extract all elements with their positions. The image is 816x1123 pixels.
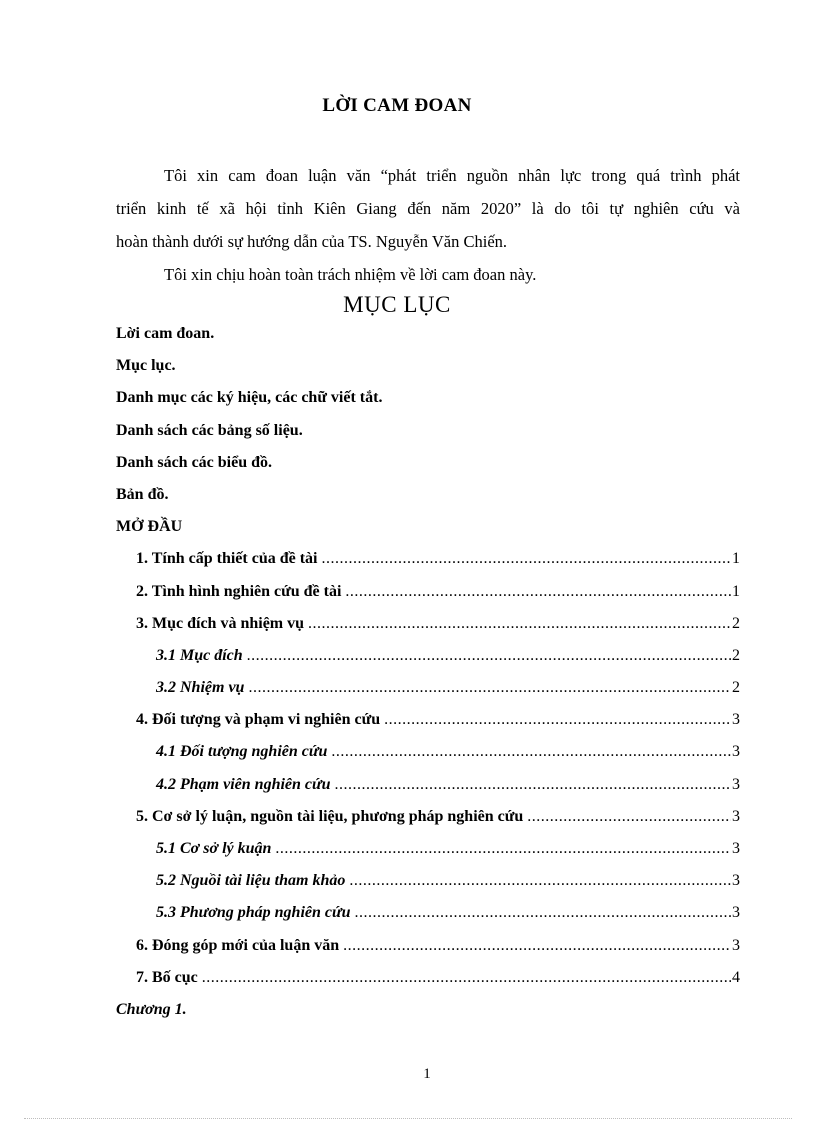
toc-front-item[interactable]: Danh sách các bảng số liệu.: [116, 421, 303, 439]
toc-page-number: 3: [732, 936, 740, 954]
toc-page-number: 1: [732, 550, 740, 568]
toc-entry[interactable]: 6. Đóng góp mới của luận văn ..... 3: [116, 930, 740, 962]
toc-page-number: 2: [732, 679, 740, 697]
toc-page-number: 3: [732, 711, 740, 729]
toc-page-number: 2: [732, 614, 740, 632]
toc-page-number: 3: [732, 807, 740, 825]
toc-entry[interactable]: 3. Mục đích và nhiệm vụ ..... 2: [116, 608, 740, 640]
toc-page-number: 3: [732, 840, 740, 857]
declaration-line-1: Tôi xin cam đoan luận văn “phát triển nguồn nhân lực trong quá trình phát: [164, 166, 740, 185]
toc-front-item[interactable]: Bản đồ.: [116, 485, 169, 503]
toc-front-item[interactable]: Lời cam đoan.: [116, 325, 215, 342]
toc-page-number: 2: [732, 646, 740, 664]
declaration-line-3: hoàn thành dưới sự hướng dẫn của TS. Nguyễn Văn Chiến.: [116, 232, 508, 251]
toc-subentry[interactable]: 5.1 Cơ sở lý kuận ..... 3: [116, 833, 740, 865]
toc-page-number: 3: [732, 872, 740, 890]
toc-page-number: 3: [732, 743, 740, 761]
toc-subentry[interactable]: 4.1 Đối tượng nghiên cứu ..... 3: [116, 736, 740, 768]
toc-subentry[interactable]: 3.2 Nhiệm vụ ..... 2: [116, 672, 740, 704]
declaration-title: LỜI CAM ĐOAN: [322, 95, 472, 116]
toc-page-number: 3: [732, 775, 740, 793]
toc-chapter-heading[interactable]: Chương 1.: [116, 1000, 187, 1018]
declaration-paragraph: [116, 159, 740, 291]
toc-intro-heading[interactable]: MỞ ĐẦU: [116, 518, 183, 536]
toc-title: MỤC LỤC: [343, 292, 451, 317]
toc-page-number: 1: [732, 582, 740, 600]
toc-page-number: 3: [732, 904, 740, 922]
toc-front-item[interactable]: Mục lục.: [116, 357, 176, 375]
toc-subentry[interactable]: 5.2 Nguồi tài liệu tham khảo ..... 3: [116, 865, 740, 897]
toc-subentry[interactable]: 5.3 Phương pháp nghiên cứu ..... 3: [116, 897, 740, 929]
toc-front-item[interactable]: Danh mục các ký hiệu, các chữ viết tắt.: [116, 389, 383, 407]
toc-subentry[interactable]: 4.2 Phạm viên nghiên cứu ..... 3: [116, 769, 740, 801]
toc-entry[interactable]: 7. Bố cục ..... 4: [116, 962, 740, 994]
toc-subentry[interactable]: 3.1 Mục đích ..... 2: [116, 640, 740, 672]
toc-page-number: 4: [732, 968, 740, 986]
declaration-statement: Tôi xin chịu hoàn toàn trách nhiệm về lời cam đoan này.: [164, 265, 537, 284]
toc-entry[interactable]: 2. Tình hình nghiên cứu đề tài ..... 1: [116, 576, 740, 608]
toc-front-item[interactable]: Danh sách các biểu đồ.: [116, 453, 273, 471]
table-of-contents: [116, 318, 740, 1026]
declaration-line-2: triển kinh tế xã hội tỉnh Kiên Giang đến năm 2020” là do tôi tự nghiên cứu và: [116, 199, 740, 218]
page-bottom-divider: [24, 1118, 792, 1119]
page-number: 1: [423, 1066, 431, 1082]
toc-entry[interactable]: 5. Cơ sở lý luận, nguồn tài liệu, phương pháp nghiên cứu ..... 3: [116, 801, 740, 833]
toc-entry[interactable]: 4. Đối tượng và phạm vi nghiên cứu ..... 3: [116, 704, 740, 736]
toc-entry[interactable]: 1. Tính cấp thiết của đề tài ..... 1: [116, 543, 740, 575]
